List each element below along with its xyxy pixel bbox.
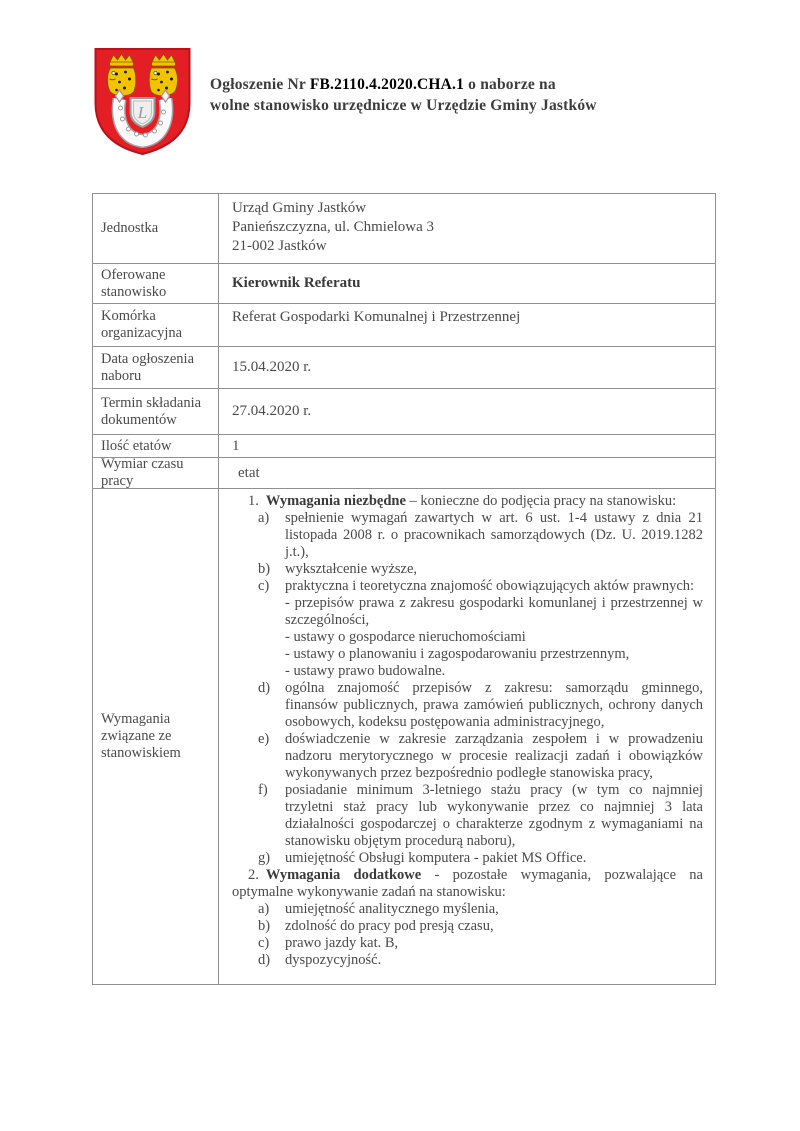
row-label: [93, 304, 219, 346]
requirement-item-b: [232, 561, 703, 578]
table-row-ilosc-etatow: [93, 434, 715, 457]
heading-rest: – konieczne do podjęcia pracy na stanowisku:: [405, 493, 677, 509]
list-marker: g): [258, 850, 271, 866]
row-label: [93, 264, 219, 303]
requirements-content: [219, 489, 715, 984]
list-marker: f): [258, 782, 268, 798]
heading-bold: Wymagania dodatkowe: [265, 867, 422, 883]
crest-lion-right-icon: [149, 54, 177, 96]
announcement-table: [92, 193, 716, 985]
list-marker: b): [258, 918, 271, 934]
item-text: umiejętność Obsługi komputera - pakiet MS Office.: [285, 850, 587, 866]
value-line: Kierownik Referatu: [232, 275, 361, 291]
item-text: prawo jazdy kat. B,: [285, 935, 399, 951]
table-row-komorka: [93, 303, 715, 346]
coat-of-arms-icon: [92, 46, 193, 156]
title-suffix: o naborze na: [464, 76, 556, 93]
list-marker: d): [258, 680, 271, 696]
item-text: spełnienie wymagań zawartych w art. 6 ust. 1-4 ustawy z dnia 21 listopada 2008 r. o pracownikach samorządowych (Dz. U. 2019.1282 j.t.),: [285, 510, 703, 560]
requirement-subitem: - ustawy o planowaniu i zagospodarowaniu przestrzennym,: [285, 646, 630, 662]
row-value: [219, 264, 715, 303]
list-marker: 1.: [248, 493, 259, 509]
row-value: [219, 389, 715, 434]
table-row-wymiar-czasu: [93, 457, 715, 488]
additional-item-b: [232, 918, 703, 935]
list-marker: e): [258, 731, 270, 747]
item-text: wykształcenie wyższe,: [285, 561, 418, 577]
label-text: Oferowane stanowisko: [101, 266, 167, 300]
row-value: [219, 304, 715, 346]
row-label: [93, 435, 219, 457]
value-line: 1: [232, 437, 240, 454]
item-text: umiejętność analitycznego myślenia,: [285, 901, 499, 917]
additional-item-a: [232, 901, 703, 918]
item-text: praktyczna i teoretyczna znajomość obowiązujących aktów prawnych:: [285, 578, 695, 594]
row-value: [219, 347, 715, 388]
list-marker: d): [258, 952, 271, 968]
requirement-heading-2: [232, 867, 703, 901]
table-row-termin: [93, 388, 715, 434]
value-line: etat: [238, 464, 260, 481]
requirement-item-e: [232, 731, 703, 782]
row-label: [93, 389, 219, 434]
label-text: Termin składania dokumentów: [101, 394, 202, 428]
row-value: [219, 458, 715, 488]
requirement-subitem: - przepisów prawa z zakresu gospodarki komunlanej i przestrzennej w szczególności,: [285, 595, 703, 628]
label-text: Data ogłoszenia naboru: [101, 350, 195, 384]
announcement-title: [210, 74, 650, 116]
list-marker: c): [258, 935, 270, 951]
requirement-item-c: [232, 578, 703, 595]
list-marker: b): [258, 561, 271, 577]
item-text: dyspozycyjność.: [285, 952, 382, 968]
list-marker: 2.: [248, 867, 259, 883]
item-text: ogólna znajomość przepisów z zakresu: samorządu gminnego, finansów publicznych, prawa zamówień publicznych, ochrony danych osobowych, kodeksu postępowania administracyjnego,: [285, 680, 703, 730]
title-line2: wolne stanowisko urzędnicze w Urzędzie Gminy Jastków: [210, 97, 597, 114]
row-label: [93, 489, 219, 984]
value-line: Panieńszczyzna, ul. Chmielowa 3: [232, 219, 435, 235]
requirement-item-f: [232, 782, 703, 850]
label-text: Komórka organizacyjna: [101, 308, 183, 341]
additional-item-c: [232, 935, 703, 952]
row-label: [93, 347, 219, 388]
value-line: Urząd Gminy Jastków: [232, 200, 367, 216]
table-row-jednostka: [93, 194, 715, 263]
requirement-item-g: [232, 850, 703, 867]
heading-rest: - pozostałe wymagania, pozwalające na optymalne wykonywanie zadań na stanowisku:: [232, 867, 703, 900]
value-line: Referat Gospodarki Komunalnej i Przestrzennej: [232, 309, 521, 325]
label-text: Wymagania związane ze stanowiskiem: [101, 711, 181, 761]
list-marker: c): [258, 578, 270, 594]
requirement-item-d: [232, 680, 703, 731]
label-text: Wymiar czasu pracy: [101, 456, 184, 489]
requirement-heading-1: [232, 493, 703, 510]
table-row-stanowisko: [93, 263, 715, 303]
value-line: 27.04.2020 r.: [232, 403, 312, 419]
requirement-subitem: - ustawy prawo budowalne.: [285, 663, 446, 679]
table-row-data-ogloszenia: [93, 346, 715, 388]
list-marker: a): [258, 510, 270, 526]
value-line: 21-002 Jastków: [232, 238, 327, 254]
item-text: posiadanie minimum 3-letniego stażu pracy (w tym co najmniej trzyletni staż pracy lub wykonywanie przez co najmniej 3 lata działalności gospodarczej o charakterze zgodnym z wymaganiami na stanowisku objętym procedurą naboru),: [285, 782, 703, 849]
row-value: [219, 435, 715, 457]
requirement-subitem: - ustawy o gospodarce nieruchomościami: [285, 629, 526, 645]
row-label: [93, 458, 219, 488]
heading-bold: Wymagania niezbędne: [265, 493, 406, 509]
value-line: 15.04.2020 r.: [232, 359, 312, 375]
table-row-wymagania: [93, 488, 715, 984]
requirement-item-a: [232, 510, 703, 561]
title-prefix: Ogłoszenie Nr: [210, 76, 310, 93]
row-label: [93, 194, 219, 263]
crest-lion-left-icon: [108, 54, 136, 96]
title-number: FB.2110.4.2020.CHA.1: [309, 76, 465, 93]
svg-text:L: L: [137, 103, 148, 122]
row-value: [219, 194, 715, 263]
title-line1: [210, 74, 650, 95]
item-text: doświadczenie w zakresie zarządzania zespołem i w prowadzeniu nadzoru merytorycznego w procesie realizacji zadań i obowiązków wykonywanych przez bezpośrednio podległe stanowiska pracy,: [285, 731, 703, 781]
label-text: Ilość etatów: [101, 437, 172, 454]
item-text: zdolność do pracy pod presją czasu,: [285, 918, 494, 934]
additional-item-d: [232, 952, 703, 969]
label-text: Jednostka: [101, 220, 159, 236]
crest-letter-shield-icon: [131, 98, 155, 127]
list-marker: a): [258, 901, 270, 917]
